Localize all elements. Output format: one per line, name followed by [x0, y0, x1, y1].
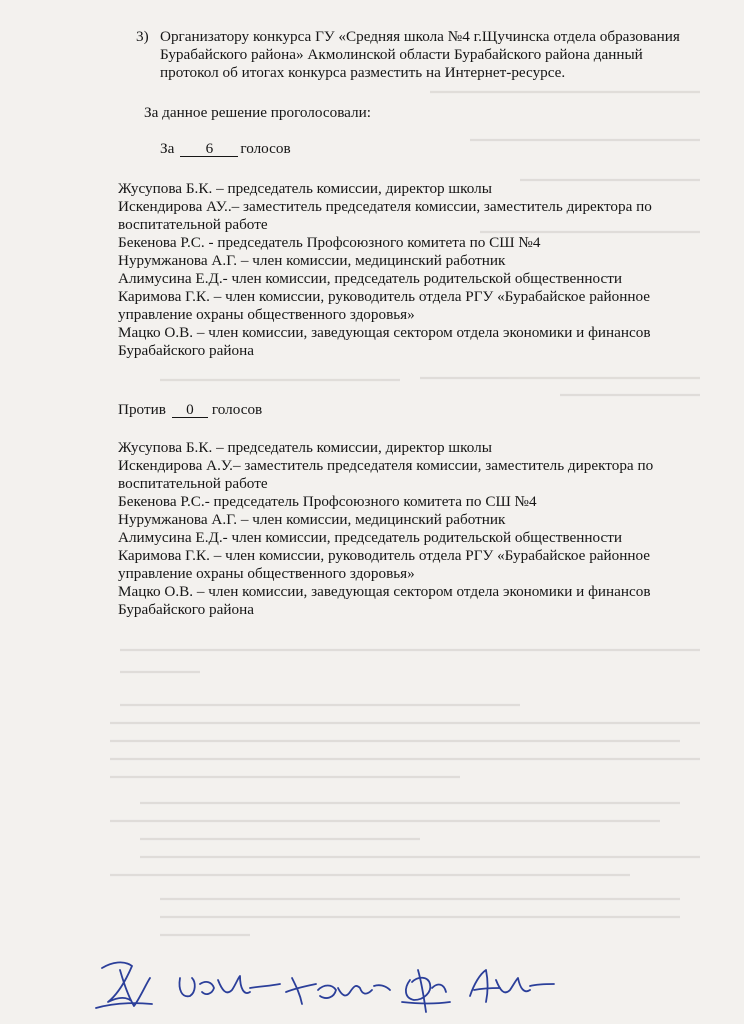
- against-member-line: Жусупова Б.К. – председатель комиссии, директор школы: [118, 439, 492, 456]
- for-vote-line: [160, 140, 291, 158]
- vote-intro: За данное решение проголосовали:: [144, 104, 371, 121]
- against-member-line: управление охраны общественного здоровья»: [118, 565, 415, 582]
- against-vote-suffix: голосов: [211, 401, 263, 418]
- signatures: [0, 940, 744, 1024]
- against-member-line: Искендирова А.У.– заместитель председателя комиссии, заместитель директора по: [118, 457, 654, 474]
- signature-1: [96, 962, 152, 1008]
- for-member-line: Жусупова Б.К. – председатель комиссии, директор школы: [118, 180, 492, 197]
- against-member-line: Нурумжанова А.Г. – член комиссии, медицинский работник: [118, 511, 506, 528]
- against-member-line: Бекенова Р.С.- председатель Профсоюзного комитета по СШ №4: [118, 493, 537, 510]
- list-item-number: 3): [136, 28, 149, 45]
- for-member-line: воспитательной работе: [118, 216, 268, 233]
- for-member-line: управление охраны общественного здоровья»: [118, 306, 415, 323]
- against-vote-count: 0: [172, 402, 208, 418]
- for-member-line: Искендирова АУ..– заместитель председателя комиссии, заместитель директора по: [118, 198, 652, 215]
- for-member-line: Алимусина Е.Д.- член комиссии, председатель родительской общественности: [118, 270, 622, 287]
- against-vote-line: [118, 401, 262, 419]
- for-member-line: Бекенова Р.С. - председатель Профсоюзного комитета по СШ №4: [118, 234, 541, 251]
- signature-2: [179, 976, 280, 996]
- for-member-line: Мацко О.В. – член комиссии, заведующая сектором отдела экономики и финансов: [118, 324, 651, 341]
- against-member-line: Бурабайского района: [118, 601, 254, 618]
- for-member-line: Нурумжанова А.Г. – член комиссии, медицинский работник: [118, 252, 506, 269]
- against-member-line: Каримова Г.К. – член комиссии, руководитель отдела РГУ «Бурабайское районное: [118, 547, 651, 564]
- against-member-line: Мацко О.В. – член комиссии, заведующая сектором отдела экономики и финансов: [118, 583, 651, 600]
- for-vote-suffix: голосов: [240, 140, 291, 157]
- for-vote-count: 6: [180, 141, 238, 157]
- against-member-line: Алимусина Е.Д.- член комиссии, председатель родительской общественности: [118, 529, 622, 546]
- for-vote-prefix: За: [160, 140, 175, 157]
- for-member-line: Бурабайского района: [118, 342, 254, 359]
- item3-line-2: Бурабайского района» Акмолинской области Бурабайского района данный: [160, 46, 643, 63]
- for-member-line: Каримова Г.К. – член комиссии, руководитель отдела РГУ «Бурабайское районное: [118, 288, 651, 305]
- signature-5: [470, 970, 554, 1002]
- signature-4: [402, 970, 450, 1012]
- item3-line-1: Организатору конкурса ГУ «Средняя школа №4 г.Щучинска отдела образования: [160, 28, 680, 45]
- item3-line-3: протокол об итогах конкурса разместить на Интернет-ресурсе.: [160, 64, 566, 81]
- signature-3: [286, 978, 390, 1004]
- against-vote-prefix: Против: [118, 401, 166, 418]
- against-member-line: воспитательной работе: [118, 475, 268, 492]
